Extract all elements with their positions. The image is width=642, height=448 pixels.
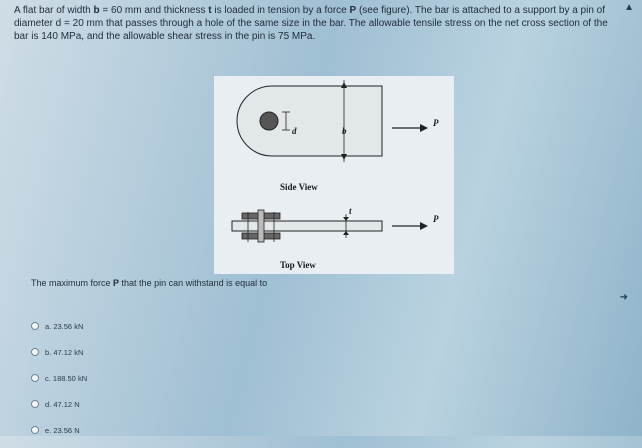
arrow-right-icon[interactable]: ➜ bbox=[619, 292, 628, 303]
option-b[interactable] bbox=[31, 344, 87, 360]
radio-button[interactable] bbox=[31, 426, 39, 434]
triangle-up-icon: ▲ bbox=[624, 2, 634, 13]
radio-button[interactable] bbox=[31, 322, 39, 330]
answer-options bbox=[31, 318, 87, 448]
side-view-label: Side View bbox=[280, 182, 318, 192]
radio-button[interactable] bbox=[31, 348, 39, 356]
question-prompt: The maximum force P that the pin can withstand is equal to bbox=[31, 278, 268, 288]
option-a[interactable] bbox=[31, 318, 87, 334]
bar-diagram bbox=[214, 76, 454, 274]
option-label: d. 47.12 N bbox=[45, 399, 80, 409]
d-label: d bbox=[292, 126, 297, 136]
t-label: t bbox=[349, 206, 352, 216]
option-d[interactable] bbox=[31, 396, 87, 412]
radio-button[interactable] bbox=[31, 400, 39, 408]
b-label: b bbox=[342, 126, 347, 136]
question-text bbox=[14, 4, 626, 43]
pin-hole bbox=[260, 112, 278, 130]
option-label: b. 47.12 kN bbox=[45, 347, 84, 357]
option-label: e. 23.56 N bbox=[45, 425, 80, 435]
option-c[interactable] bbox=[31, 370, 87, 386]
option-label: a. 23.56 kN bbox=[45, 321, 84, 331]
problem-figure bbox=[214, 76, 454, 274]
question-line-3: bar is 140 MPa, and the allowable shear stress in the pin is 75 MPa. bbox=[14, 31, 316, 42]
p-label-bottom: P bbox=[433, 214, 439, 224]
question-line-1: A flat bar of width b = 60 mm and thickness t is loaded in tension by a force P (see figure). The bar is attached to a support by a pin of bbox=[14, 5, 606, 16]
radio-button[interactable] bbox=[31, 374, 39, 382]
option-label: c. 188.50 kN bbox=[45, 373, 88, 383]
question-line-2: diameter d = 20 mm that passes through a hole of the same size in the bar. The allowable tensile stress on the net cross section of the bbox=[14, 18, 608, 29]
top-view-label: Top View bbox=[280, 260, 316, 270]
p-label-top: P bbox=[433, 118, 439, 128]
